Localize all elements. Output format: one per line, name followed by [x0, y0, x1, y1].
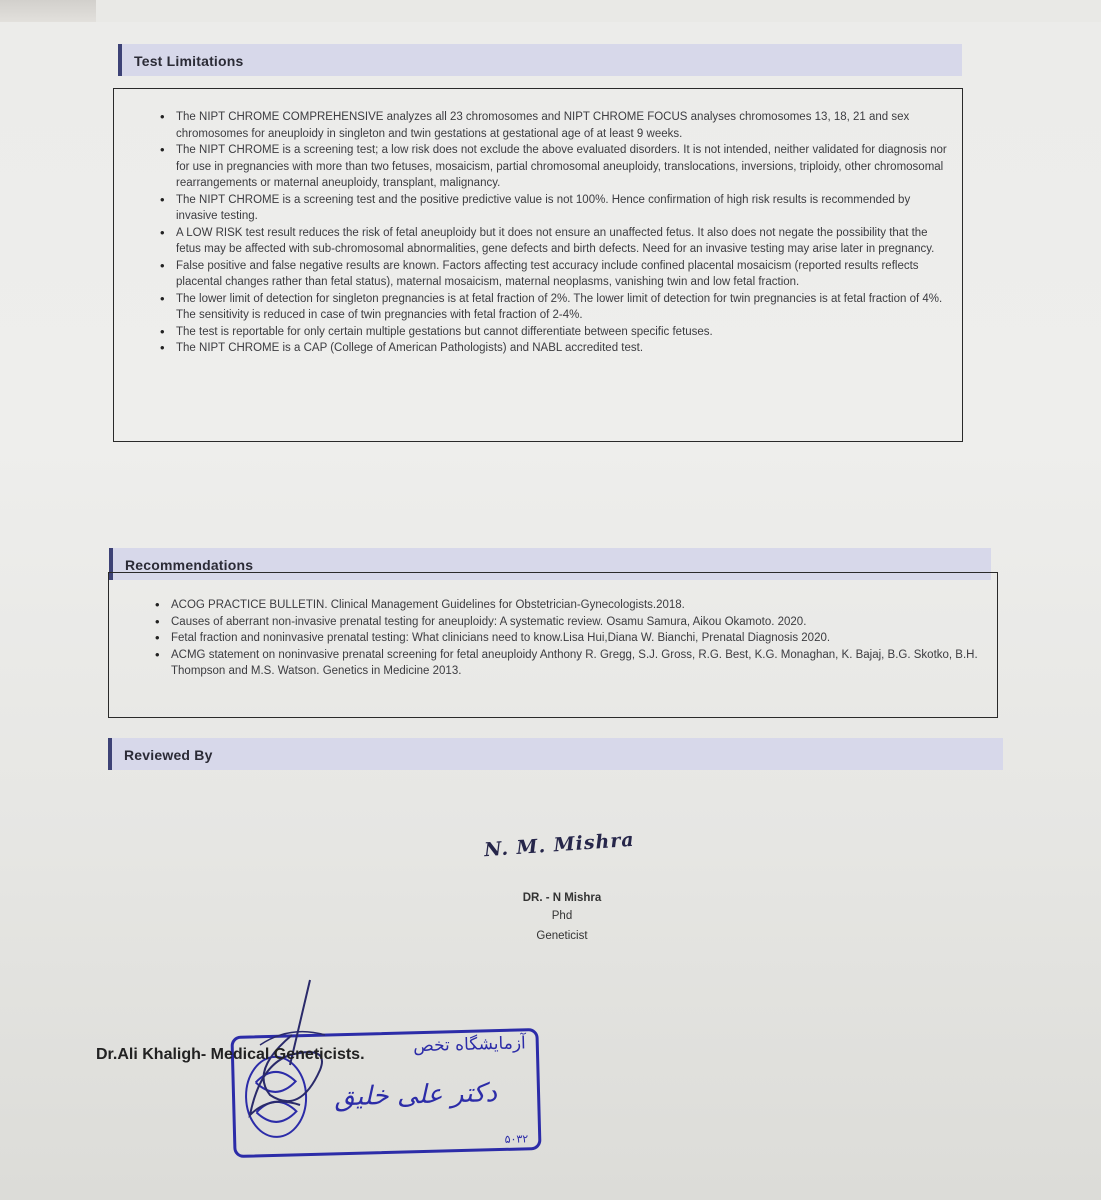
limitation-item: • A LOW RISK test result reduces the risk of fetal aneuploidy but it does not ensure an unaffected fetus. It also does not negate the possibility that the fetus may be affected with sub-chromosomal abnormalities, gene defects and birth defects. Need for an invasive testing may arise later in pregnancy. — [176, 225, 950, 258]
stamp-bottom-text: ۵۰۳۲ — [504, 1132, 529, 1146]
limitation-item: • The lower limit of detection for singleton pregnancies is at fetal fraction of 2%. The lower limit of detection for twin pregnancies is at fetal fraction of 4%. The sensitivity is reduced in case of twin pregnancies with fetal fraction of 2-4%. — [176, 291, 950, 324]
limitation-item: • False positive and false negative results are known. Factors affecting test accuracy include confined placental mosaicism (reported results reflects placental changes rather than fetal status), maternal mosaicism, maternal neoplasms, vanishing twin and low fetal fraction. — [176, 258, 950, 291]
recommendations-title: Recommendations — [125, 557, 254, 573]
reviewed-by-title: Reviewed By — [124, 747, 213, 763]
signatory-name: Dr.Ali Khaligh- Medical Geneticists. — [96, 1046, 365, 1063]
recommendation-item: • ACOG PRACTICE BULLETIN. Clinical Management Guidelines for Obstetrician-Gynecologists.2018. — [171, 597, 985, 614]
reviewer-role: Geneticist — [536, 930, 588, 942]
recommendations-list — [109, 597, 997, 680]
stamp-name-text: دکتر علی خلیق — [334, 1078, 498, 1113]
limitation-item: • The NIPT CHROME is a screening test; a low risk does not exclude the above evaluated disorders. It is not intended, neither validated for diagnosis nor for use in pregnancies with more than two fetuses, mosaicism, partial chromosomal aneuploidy, translocations, inversions, triploidy, other chromosomal rearrangements or maternal aneuploidy, transplant, malignancy. — [176, 142, 950, 192]
reviewer-signature: N. M. Mishra — [483, 828, 636, 862]
limitation-item: • The test is reportable for only certain multiple gestations but cannot differentiate between specific fetuses. — [176, 324, 950, 341]
reviewer-name: DR. - N Mishra — [522, 892, 602, 904]
test-limitations-box — [113, 88, 963, 442]
recommendation-item: • Fetal fraction and noninvasive prenatal testing: What clinicians need to know.Lisa Hui,Diana W. Bianchi, Prenatal Diagnosis 2020. — [171, 630, 985, 647]
reviewed-by-header — [108, 738, 1003, 770]
limitation-item: • The NIPT CHROME is a CAP (College of American Pathologists) and NABL accredited test. — [176, 340, 950, 357]
test-limitations-list — [114, 109, 962, 357]
test-limitations-header — [118, 44, 962, 76]
previous-page-edge — [96, 0, 1101, 22]
page-top-strip — [0, 0, 1101, 22]
recommendation-item: • ACMG statement on noninvasive prenatal screening for fetal aneuploidy Anthony R. Gregg, S.J. Gross, R.G. Best, K.G. Monaghan, K. Bajaj, B.G. Skotko, B.H. Thompson and M.S. Watson. Genetics in Medicine 2013. — [171, 647, 985, 680]
recommendations-box — [108, 572, 998, 718]
recommendation-item: • Causes of aberrant non-invasive prenatal testing for aneuploidy: A systematic review. Osamu Samura, Aikou Okamoto. 2020. — [171, 614, 985, 631]
reviewer-degree: Phd — [551, 910, 573, 922]
stamp-top-text: آزمایشگاه تخص — [412, 1033, 527, 1057]
limitation-item: • The NIPT CHROME is a screening test and the positive predictive value is not 100%. Hence confirmation of high risk results is recommended by invasive testing. — [176, 192, 950, 225]
limitation-item: • The NIPT CHROME COMPREHENSIVE analyzes all 23 chromosomes and NIPT CHROME FOCUS analyses chromosomes 13, 18, 21 and sex chromosomes for aneuploidy in singleton and twin gestations at gestational age of at least 9 weeks. — [176, 109, 950, 142]
test-limitations-title: Test Limitations — [134, 53, 244, 69]
